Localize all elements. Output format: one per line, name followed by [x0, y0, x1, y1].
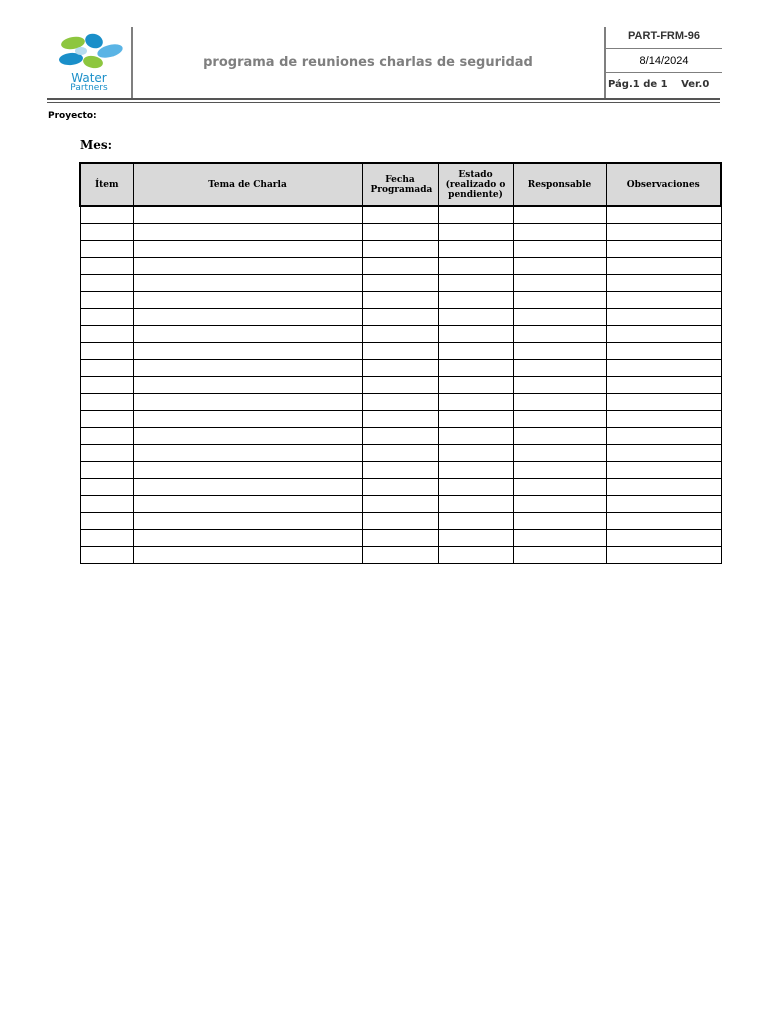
table-cell[interactable] [438, 479, 513, 496]
table-cell[interactable] [513, 462, 606, 479]
table-cell[interactable] [133, 326, 362, 343]
table-cell[interactable] [606, 343, 721, 360]
table-cell[interactable] [80, 394, 133, 411]
table-body [80, 206, 721, 564]
table-row [80, 496, 721, 513]
page-version [606, 79, 724, 90]
table-cell[interactable] [438, 394, 513, 411]
table-cell[interactable] [513, 275, 606, 292]
table-cell[interactable] [606, 445, 721, 462]
table-cell[interactable] [606, 411, 721, 428]
table-cell[interactable] [438, 343, 513, 360]
table-cell[interactable] [80, 445, 133, 462]
table-cell[interactable] [513, 292, 606, 309]
table-cell[interactable] [133, 292, 362, 309]
table-cell[interactable] [133, 241, 362, 258]
table-cell[interactable] [80, 530, 133, 547]
table-row [80, 206, 721, 224]
schedule-table [79, 162, 722, 564]
table-cell[interactable] [362, 377, 438, 394]
table-row [80, 241, 721, 258]
table-cell[interactable] [513, 377, 606, 394]
table-row [80, 462, 721, 479]
table-cell[interactable] [80, 343, 133, 360]
column-header-estado-text: Estado (realizado o pendiente) [445, 169, 506, 200]
table-cell[interactable] [362, 241, 438, 258]
table-cell[interactable] [80, 496, 133, 513]
table-cell[interactable] [606, 309, 721, 326]
table-row [80, 445, 721, 462]
table-cell[interactable] [606, 462, 721, 479]
column-header-fecha [362, 163, 438, 206]
table-cell[interactable] [80, 411, 133, 428]
table-cell[interactable] [133, 360, 362, 377]
table-cell[interactable] [362, 206, 438, 224]
table-cell[interactable] [80, 428, 133, 445]
table-cell[interactable] [133, 428, 362, 445]
table-cell[interactable] [362, 394, 438, 411]
table-row [80, 343, 721, 360]
table-cell[interactable] [362, 479, 438, 496]
table-cell[interactable] [362, 326, 438, 343]
table-cell[interactable] [438, 241, 513, 258]
table-cell[interactable] [606, 241, 721, 258]
table-cell[interactable] [133, 206, 362, 224]
table-cell[interactable] [133, 513, 362, 530]
table-cell[interactable] [513, 258, 606, 275]
table-row [80, 428, 721, 445]
table-cell[interactable] [80, 241, 133, 258]
table-row [80, 394, 721, 411]
table-cell[interactable] [362, 275, 438, 292]
table-cell[interactable] [513, 326, 606, 343]
table-row [80, 326, 721, 343]
table-row [80, 258, 721, 275]
table-cell[interactable] [80, 309, 133, 326]
table-cell[interactable] [362, 343, 438, 360]
table-cell[interactable] [80, 258, 133, 275]
document-meta [604, 27, 722, 98]
table-cell[interactable] [438, 360, 513, 377]
table-cell[interactable] [606, 394, 721, 411]
table-cell[interactable] [438, 206, 513, 224]
table-cell[interactable] [513, 496, 606, 513]
table-cell[interactable] [606, 479, 721, 496]
table-cell[interactable] [133, 479, 362, 496]
table-cell[interactable] [438, 326, 513, 343]
table-cell[interactable] [513, 479, 606, 496]
table-cell[interactable] [438, 309, 513, 326]
table-cell[interactable] [362, 411, 438, 428]
table-cell[interactable] [438, 547, 513, 564]
document-date: 8/14/2024 [639, 55, 689, 67]
table-cell[interactable] [438, 530, 513, 547]
table-cell[interactable] [438, 275, 513, 292]
table-cell[interactable] [362, 360, 438, 377]
table-cell[interactable] [438, 411, 513, 428]
table-cell[interactable] [362, 547, 438, 564]
table-cell[interactable] [438, 445, 513, 462]
table-cell[interactable] [133, 343, 362, 360]
column-header-tema: Tema de Charla [133, 163, 362, 206]
column-header-estado [438, 163, 513, 206]
table-cell[interactable] [133, 547, 362, 564]
table-cell[interactable] [513, 309, 606, 326]
table-cell[interactable] [513, 530, 606, 547]
table-header-row [80, 163, 721, 206]
column-header-item: Ítem [80, 163, 133, 206]
table-cell[interactable] [133, 496, 362, 513]
table-cell[interactable] [80, 292, 133, 309]
column-header-fecha-text: Fecha Programada [370, 174, 433, 195]
table-cell[interactable] [513, 360, 606, 377]
table-row [80, 377, 721, 394]
table-cell[interactable] [133, 377, 362, 394]
table-cell[interactable] [438, 224, 513, 241]
logo-text-water: Water [71, 71, 107, 85]
table-row [80, 309, 721, 326]
meta-divider [606, 48, 722, 49]
table-cell[interactable] [606, 428, 721, 445]
table-cell[interactable] [80, 377, 133, 394]
mes-label: Mes: [80, 138, 113, 152]
table-cell[interactable] [606, 547, 721, 564]
table-cell[interactable] [362, 445, 438, 462]
table-cell[interactable] [513, 513, 606, 530]
table-cell[interactable] [362, 258, 438, 275]
table-row [80, 513, 721, 530]
table-cell[interactable] [80, 547, 133, 564]
table-row [80, 292, 721, 309]
table-cell[interactable] [362, 513, 438, 530]
table-cell[interactable] [513, 428, 606, 445]
table-cell[interactable] [438, 513, 513, 530]
table-cell[interactable] [438, 292, 513, 309]
page-number: Pág.1 de 1 [608, 79, 668, 90]
table-cell[interactable] [606, 496, 721, 513]
logo [47, 27, 133, 98]
table-cell[interactable] [513, 224, 606, 241]
table-cell[interactable] [80, 326, 133, 343]
table-cell[interactable] [133, 462, 362, 479]
table-cell[interactable] [133, 224, 362, 241]
table-cell[interactable] [513, 343, 606, 360]
version-label: Ver.0 [681, 79, 710, 90]
table-cell[interactable] [80, 462, 133, 479]
table-cell[interactable] [133, 411, 362, 428]
header-rule [47, 98, 720, 100]
table-cell[interactable] [362, 530, 438, 547]
table-cell[interactable] [80, 275, 133, 292]
table-cell[interactable] [133, 394, 362, 411]
table-cell[interactable] [438, 462, 513, 479]
table-cell[interactable] [80, 479, 133, 496]
table-cell[interactable] [133, 445, 362, 462]
table-cell[interactable] [133, 530, 362, 547]
table-cell[interactable] [606, 292, 721, 309]
table-cell[interactable] [133, 258, 362, 275]
table-cell[interactable] [606, 360, 721, 377]
table-row [80, 479, 721, 496]
table-cell[interactable] [362, 428, 438, 445]
table-cell[interactable] [438, 377, 513, 394]
logo-text-partners: Partners [70, 83, 108, 93]
water-partners-logo-icon [53, 33, 125, 73]
meta-divider [606, 72, 722, 73]
column-header-responsable: Responsable [513, 163, 606, 206]
table-cell[interactable] [133, 275, 362, 292]
table-cell[interactable] [513, 394, 606, 411]
table-cell[interactable] [606, 326, 721, 343]
table-cell[interactable] [606, 224, 721, 241]
table-cell[interactable] [606, 377, 721, 394]
table-row [80, 224, 721, 241]
table-cell[interactable] [606, 275, 721, 292]
table-cell[interactable] [513, 547, 606, 564]
table-cell[interactable] [513, 445, 606, 462]
table-cell[interactable] [133, 309, 362, 326]
table-cell[interactable] [80, 513, 133, 530]
document-title: programa de reuniones charlas de seguridad [203, 55, 533, 70]
table-row [80, 360, 721, 377]
document-code: PART-FRM-96 [628, 30, 700, 42]
table-cell[interactable] [362, 309, 438, 326]
table-row [80, 530, 721, 547]
header-rule [47, 102, 720, 103]
table-cell[interactable] [438, 258, 513, 275]
table-cell[interactable] [80, 206, 133, 224]
table-cell[interactable] [606, 258, 721, 275]
column-header-observaciones: Observaciones [606, 163, 721, 206]
table-cell[interactable] [438, 428, 513, 445]
table-cell[interactable] [362, 496, 438, 513]
table-row [80, 547, 721, 564]
table-cell[interactable] [513, 411, 606, 428]
table-cell[interactable] [606, 513, 721, 530]
proyecto-label: Proyecto: [48, 111, 97, 121]
table-cell[interactable] [362, 292, 438, 309]
table-cell[interactable] [513, 206, 606, 224]
table-cell[interactable] [438, 496, 513, 513]
table-cell[interactable] [606, 206, 721, 224]
document-header [47, 27, 720, 99]
table-cell[interactable] [362, 224, 438, 241]
table-cell[interactable] [80, 360, 133, 377]
table-cell[interactable] [606, 530, 721, 547]
table-row [80, 411, 721, 428]
table-cell[interactable] [362, 462, 438, 479]
table-cell[interactable] [80, 224, 133, 241]
table-row [80, 275, 721, 292]
table-cell[interactable] [513, 241, 606, 258]
